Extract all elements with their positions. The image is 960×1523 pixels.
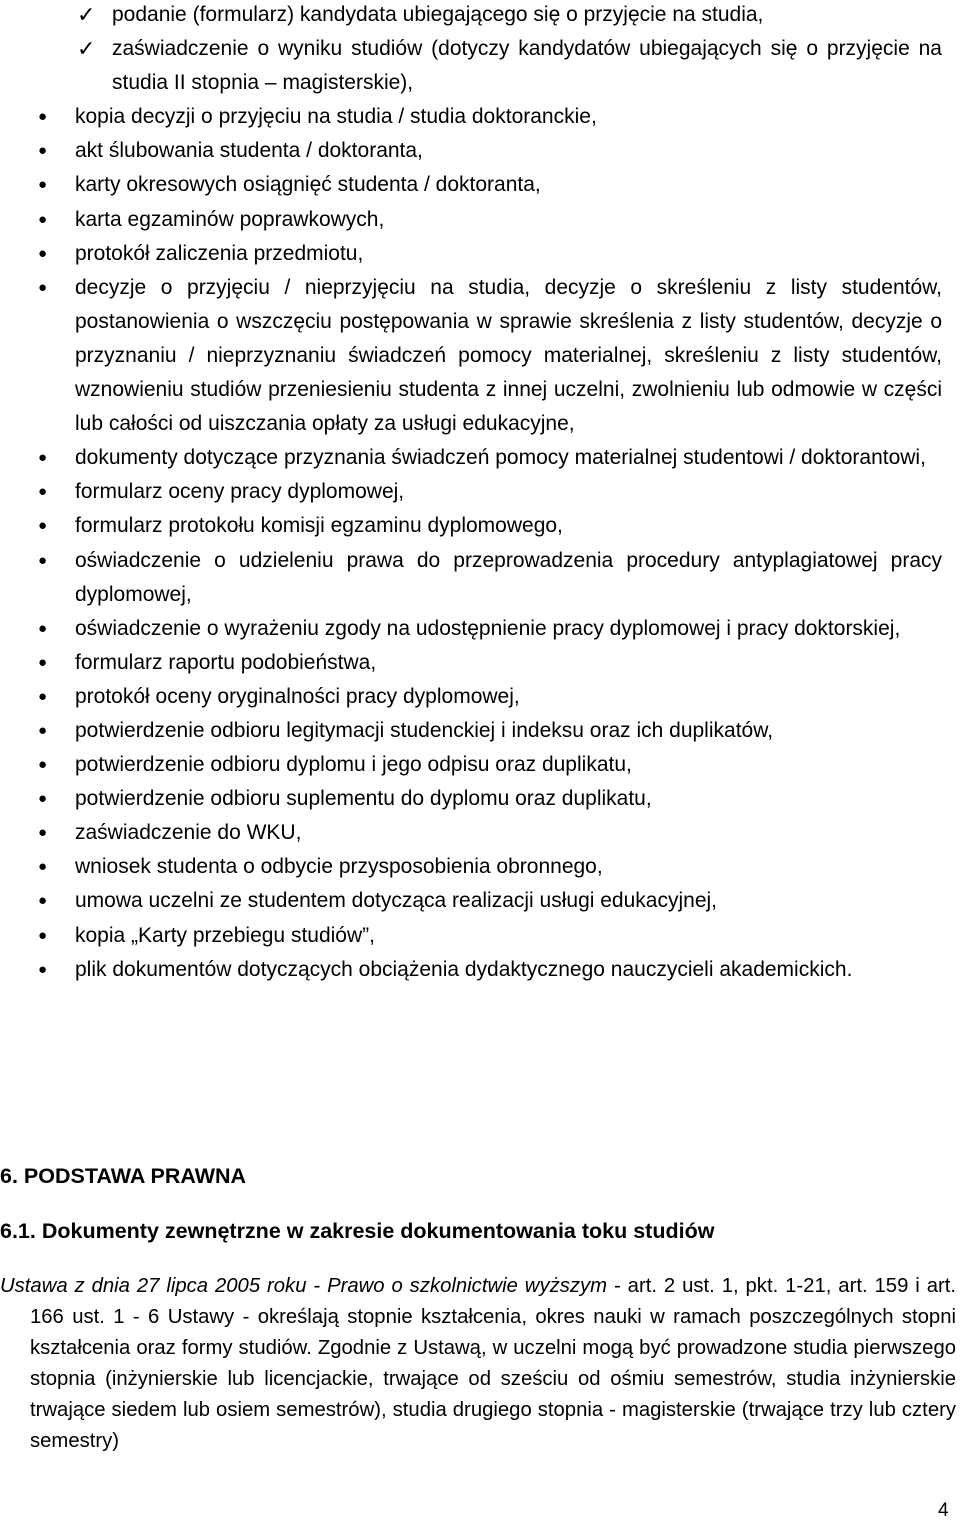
legal-basis-paragraph	[0, 1271, 957, 1457]
list-item	[0, 100, 960, 134]
bullet-icon: ●	[38, 551, 48, 569]
list-item	[0, 544, 960, 612]
list-item	[0, 237, 960, 271]
list-item	[0, 509, 960, 543]
checkmark-icon: ✓	[77, 36, 96, 62]
page-number: 4	[938, 1500, 949, 1521]
list-item-text: potwierdzenie odbioru dyplomu i jego odpisu oraz duplikatu,	[75, 753, 632, 777]
section-heading: 6. PODSTAWA PRAWNA	[0, 1164, 247, 1188]
list-item	[0, 816, 960, 850]
bullet-icon: ●	[38, 892, 48, 910]
list-item	[0, 919, 960, 953]
list-item	[0, 646, 960, 680]
list-item	[0, 203, 960, 237]
paragraph-text: - art. 2 ust. 1, pkt. 1-21, art. 159 i art. 166 ust. 1 - 6 Ustawy - określają stopnie kształcenia, okres nauki w ramach poszczególnych stopni kształcenia oraz formy studiów. Zgodnie z Ustawą, w uczelni mogą być prowadzone studia pierwszego stopnia (inżynierskie lub licencjackie, trwające od sześciu od ośmiu semestrów, studia inżynierskie trwające siedem lub osiem semestrów), studia drugiego stopnia - magisterskie (trwające trzy lub cztery semestry)	[30, 1275, 957, 1452]
list-item	[0, 850, 960, 884]
list-item-text: karta egzaminów poprawkowych,	[75, 207, 385, 231]
checklist-item-text: zaświadczenie o wyniku studiów (dotyczy kandydatów ubiegających się o przyjęcie na studia II stopnia – magisterskie),	[112, 37, 942, 95]
bullet-icon: ●	[38, 960, 48, 978]
list-item-text: akt ślubowania studenta / doktoranta,	[75, 139, 423, 163]
list-item-text: oświadczenie o udzieleniu prawa do przeprowadzenia procedury antyplagiatowej pracy dyplomowej,	[75, 548, 942, 606]
bullet-icon: ●	[38, 210, 48, 228]
bullet-icon: ●	[38, 790, 48, 808]
act-title: Ustawa z dnia 27 lipca 2005 roku - Prawo o szkolnictwie wyższym	[0, 1275, 608, 1297]
list-item	[0, 884, 960, 918]
list-item-text: plik dokumentów dotyczących obciążenia dydaktycznego nauczycieli akademickich.	[75, 957, 853, 981]
list-item-text: dokumenty dotyczące przyznania świadczeń pomocy materialnej studentowi / doktorantowi,	[75, 446, 926, 470]
checklist-item	[0, 0, 960, 32]
list-item-text: protokół zaliczenia przedmiotu,	[75, 241, 364, 265]
list-item	[0, 714, 960, 748]
list-item-text: formularz raportu podobieństwa,	[75, 650, 377, 674]
list-item-text: wniosek studenta o odbycie przysposobienia obronnego,	[75, 855, 603, 879]
bullet-icon: ●	[38, 687, 48, 705]
subsection-heading: 6.1. Dokumenty zewnętrzne w zakresie dokumentowania toku studiów	[0, 1219, 715, 1243]
list-item-text: potwierdzenie odbioru legitymacji studenckiej i indeksu oraz ich duplikatów,	[75, 718, 774, 742]
bullet-icon: ●	[38, 483, 48, 501]
checklist-item	[0, 32, 960, 100]
checklist-item-text: podanie (formularz) kandydata ubiegającego się o przyjęcie na studia,	[112, 3, 764, 26]
bullet-icon: ●	[38, 517, 48, 535]
list-item-text: decyzje o przyjęciu / nieprzyjęciu na studia, decyzje o skreśleniu z listy studentów, postanowienia o wszczęciu postępowania w sprawie skreślenia z listy studentów, decyzje o przyznaniu / nieprzyznaniu świadczeń pomocy materialnej, skreśleniu z listy studentów, wznowieniu studiów przeniesieniu studenta z innej uczelni, zwolnieniu lub odmowie w części lub całości od uiszczania opłaty za usługi edukacyjne,	[75, 275, 942, 436]
bullet-icon: ●	[38, 619, 48, 637]
list-item-text: oświadczenie o wyrażeniu zgody na udostępnienie pracy dyplomowej i pracy doktorskiej,	[75, 616, 901, 640]
bullet-icon: ●	[38, 721, 48, 739]
list-item-text: umowa uczelni ze studentem dotycząca realizacji usługi edukacyjnej,	[75, 889, 717, 913]
bullet-icon: ●	[38, 926, 48, 944]
list-item	[0, 782, 960, 816]
bullet-icon: ●	[38, 858, 48, 876]
list-item	[0, 134, 960, 168]
bullet-icon: ●	[38, 142, 48, 160]
list-item	[0, 441, 960, 475]
bullet-icon: ●	[38, 108, 48, 126]
bullet-icon: ●	[38, 824, 48, 842]
list-item-text: potwierdzenie odbioru suplementu do dyplomu oraz duplikatu,	[75, 787, 652, 811]
bullet-icon: ●	[38, 176, 48, 194]
list-item-text: kopia decyzji o przyjęciu na studia / studia doktoranckie,	[75, 105, 597, 129]
bullet-list	[0, 100, 960, 986]
list-item	[0, 475, 960, 509]
list-item	[0, 612, 960, 646]
list-item	[0, 168, 960, 202]
list-item-text: karty okresowych osiągnięć studenta / doktoranta,	[75, 173, 541, 197]
list-item-text: formularz protokołu komisji egzaminu dyplomowego,	[75, 514, 563, 538]
list-item-text: protokół oceny oryginalności pracy dyplomowej,	[75, 684, 520, 708]
list-item-text: formularz oceny pracy dyplomowej,	[75, 480, 405, 504]
bullet-icon: ●	[38, 449, 48, 467]
list-item-text: kopia „Karty przebiegu studiów”,	[75, 923, 375, 947]
list-item	[0, 953, 960, 987]
list-item	[0, 680, 960, 714]
bullet-icon: ●	[38, 244, 48, 262]
checkmark-icon: ✓	[77, 2, 96, 27]
list-item-text: zaświadczenie do WKU,	[75, 821, 302, 845]
bullet-icon: ●	[38, 756, 48, 774]
bullet-icon: ●	[38, 278, 48, 296]
list-item	[0, 271, 960, 441]
list-item	[0, 748, 960, 782]
bullet-icon: ●	[38, 653, 48, 671]
